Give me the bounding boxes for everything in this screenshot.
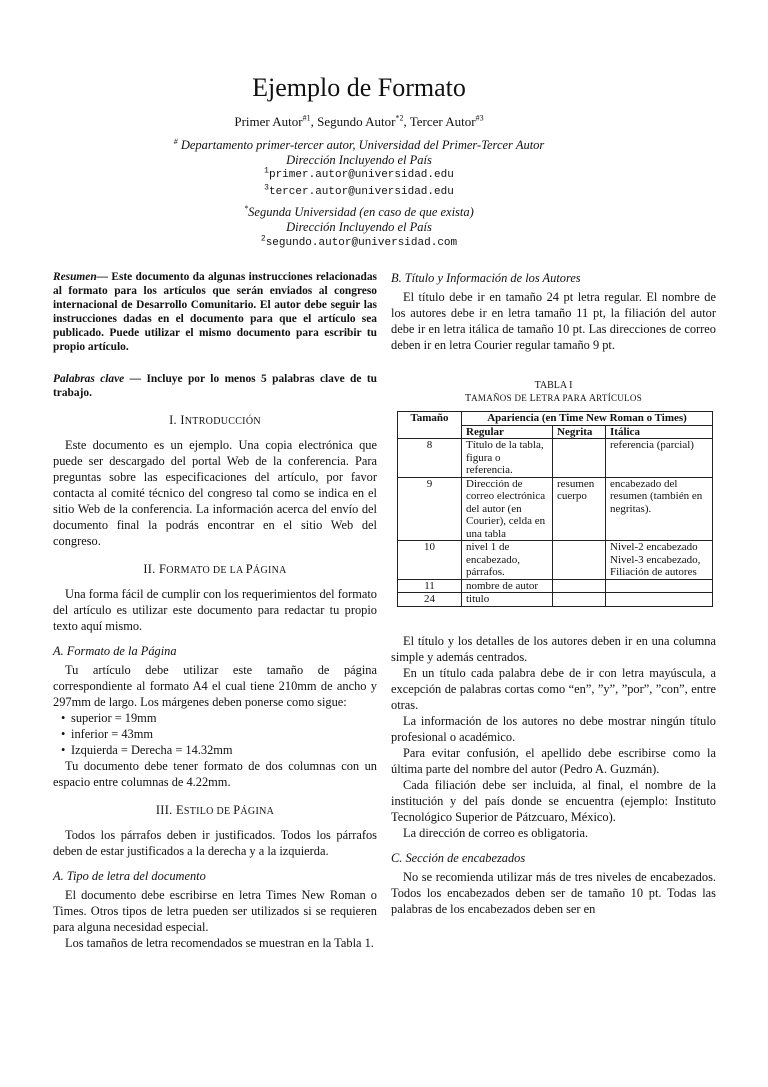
caption-part: RTÍCULOS xyxy=(596,393,643,403)
cell-regular: nivel 1 de encabezado, párrafos. xyxy=(462,541,553,580)
keywords xyxy=(53,372,377,400)
subsection-heading: A. Tipo de letra del documento xyxy=(53,869,206,883)
table-row xyxy=(398,439,713,478)
list-item: • inferior = 43mm xyxy=(71,726,377,742)
cell-regular: titulo xyxy=(462,593,553,607)
caption-part: ETRA PARA xyxy=(535,393,589,403)
keywords-text: — Incluye por lo menos 5 palabras clave de tu trabajo. xyxy=(53,373,377,399)
section-initial: E xyxy=(175,803,184,817)
affiliation-1-line-1 xyxy=(0,138,718,153)
email-1-sup: 1 xyxy=(264,166,269,176)
cell-regular: nombre de autor xyxy=(462,579,553,593)
email-2-sup: 2 xyxy=(260,234,266,244)
cell-italic xyxy=(606,579,713,593)
author-2: Segundo Autor xyxy=(317,114,396,129)
affiliation-2-sup: * xyxy=(244,203,249,213)
author-sep-1: , xyxy=(310,114,318,129)
email-2 xyxy=(0,236,718,251)
cell-size: 24 xyxy=(398,593,462,607)
subsection-heading: B. Título y Información de los Autores xyxy=(391,271,581,285)
affiliation-1-sup: # xyxy=(173,136,178,146)
paragraph: No se recomienda utilizar más de tres niveles de encabezados. Todos los encabezados deben ser de tamaño 10 pt. Todas las palabras de los encabezados deben ser en xyxy=(391,869,716,916)
section-number: III. xyxy=(155,803,176,817)
header-bold: Negrita xyxy=(553,425,606,439)
table-row xyxy=(398,541,713,580)
paragraph: El documento debe escribirse en letra Times New Roman o Times. Otros tipos de letra pueden ser utilizados si se requieren para alguna necesidad especial. xyxy=(53,888,377,934)
margins-list xyxy=(53,710,377,758)
caption-part: AMAÑOS DE xyxy=(471,393,530,403)
cell-bold xyxy=(553,579,606,593)
affiliation-2-line-2: Dirección Incluyendo el País xyxy=(286,220,432,234)
cell-size: 10 xyxy=(398,541,462,580)
list-item: • Izquierda = Derecha = 14.32mm xyxy=(71,742,377,758)
header-size: Tamaño xyxy=(398,412,462,439)
paragraph: El título y los detalles de los autores deben ir en una columna simple y además centrados. xyxy=(391,633,716,664)
cell-size: 8 xyxy=(398,439,462,478)
affiliation-1-line-2: Dirección Incluyendo el País xyxy=(286,153,432,167)
section-number: I. xyxy=(169,413,181,427)
cell-italic: referencia (parcial) xyxy=(606,439,713,478)
section-initial: F xyxy=(158,562,167,576)
keywords-lead: Palabras clave xyxy=(53,373,125,385)
section-heading-introduccion xyxy=(53,412,377,430)
paragraph: El título debe ir en tamaño 24 pt letra regular. El nombre de los autores debe ir en letra tamaño 11 pt, la filiación del autor debe ir en letra itálica de tamaño 10 pt. Las direcciones de correo deben ir en letra Courier regular tamaño 9 pt. xyxy=(391,290,716,352)
email-1 xyxy=(0,168,718,183)
table-header-row xyxy=(398,412,713,426)
abstract-lead: Resumen— xyxy=(53,271,109,283)
cell-italic: Nivel-2 encabezado Nivel-3 encabezado, Filiación de autores xyxy=(606,541,713,580)
cell-bold xyxy=(553,593,606,607)
email-1-text: primer.autor@universidad.edu xyxy=(268,169,454,181)
section-heading-estilo xyxy=(53,802,377,820)
author-1-sup: #1 xyxy=(302,113,311,123)
author-3: Tercer Autor xyxy=(409,114,476,129)
affiliation-1-text: Departamento primer-tercer autor, Universidad del Primer-Tercer Autor xyxy=(180,138,545,152)
section-rest: STILO DE xyxy=(183,806,234,817)
paragraph: Todos los párrafos deben ir justificados. Todos los párrafos deben de estar justificados a la derecha y a la izquierda. xyxy=(53,828,377,858)
cell-regular: Título de la tabla, figura o referencia. xyxy=(462,439,553,478)
section-initial-2: P xyxy=(233,803,241,817)
paragraph: La información de los autores no debe mostrar ningún título profesional o académico. xyxy=(391,713,716,744)
paragraph: La dirección de correo es obligatoria. xyxy=(403,825,589,840)
affiliation-2-text: Segunda Universidad (en caso de que exista) xyxy=(248,205,474,219)
cell-size: 9 xyxy=(398,477,462,541)
cell-regular: Dirección de correo electrónica del autor (en Courier), celda en una tabla xyxy=(462,477,553,541)
font-size-table xyxy=(397,411,713,607)
table-title xyxy=(391,392,716,405)
cell-bold xyxy=(553,541,606,580)
paragraph: Los tamaños de letra recomendados se muestran en la Tabla 1. xyxy=(65,936,374,950)
header-regular: Regular xyxy=(462,425,553,439)
cell-size: 11 xyxy=(398,579,462,593)
paragraph: Tu documento debe tener formato de dos columnas con un espacio entre columnas de 4.22mm. xyxy=(53,759,377,789)
list-item: • superior = 19mm xyxy=(71,710,377,726)
email-3 xyxy=(0,185,718,200)
affiliation-2-line-1 xyxy=(0,205,718,220)
author-3-sup: #3 xyxy=(475,113,484,123)
paragraph: Una forma fácil de cumplir con los requerimientos del formato del artículo es utilizar este documento para redactar tu propio texto aquí mismo. xyxy=(53,587,377,633)
table-row xyxy=(398,579,713,593)
author-1: Primer Autor xyxy=(234,114,303,129)
cell-italic xyxy=(606,593,713,607)
cell-bold xyxy=(553,439,606,478)
section-rest-2: ÁGINA xyxy=(252,565,287,576)
section-initial: I xyxy=(180,413,185,427)
caption-part: L xyxy=(529,393,536,404)
subsection-heading: A. Formato de la Página xyxy=(53,644,177,658)
caption-part: A xyxy=(588,393,597,404)
abstract-text: Este documento da algunas instrucciones relacionadas al formato para los artículos que serán enviados al congreso internacional de Desarrollo Comunitario. El autor debe seguir las instrucciones dadas en el documento para que el artículo sea publicado. Puede utilizar el mismo documento para escribir tu propio artículo. xyxy=(53,271,377,353)
section-rest-2: ÁGINA xyxy=(240,806,275,817)
abstract xyxy=(53,270,377,354)
author-2-sup: *2 xyxy=(395,113,404,123)
section-initial-2: P xyxy=(245,562,253,576)
section-number: II. xyxy=(143,562,159,576)
table-label: TABLA I xyxy=(534,380,573,391)
table-row xyxy=(398,477,713,541)
section-rest: ORMATO DE LA xyxy=(166,565,246,576)
cell-bold: resumen cuerpo xyxy=(553,477,606,541)
author-line xyxy=(0,114,718,130)
author-sep-2: , xyxy=(403,114,410,129)
cell-italic: encabezado del resumen (también en negritas). xyxy=(606,477,713,541)
email-3-sup: 3 xyxy=(264,183,269,193)
paragraph: Tu artículo debe utilizar este tamaño de página correspondiente al formato A4 el cual tiene 210mm de ancho y 297mm de largo. Los márgenes deben ponerse como sigue: xyxy=(53,663,377,709)
paragraph: Este documento es un ejemplo. Una copia electrónica que puede ser descargado del portal Web de la conferencia. Para preguntas sobre las especificaciones del artículo, por favor contacta al comité técnico del congreso tal como se indica en el sitio Web de la conferencia. La información acerca del envío del documento final la podrás encontrar en el sitio Web del congreso. xyxy=(53,438,377,548)
section-heading-formato xyxy=(53,561,377,579)
paper-title: Ejemplo de Formato xyxy=(252,73,466,102)
email-2-text: segundo.autor@universidad.com xyxy=(265,237,458,249)
header-appearance: Apariencia (en Time New Roman o Times) xyxy=(462,412,713,426)
section-rest: NTRODUCCIÓN xyxy=(184,416,261,427)
email-3-text: tercer.autor@universidad.edu xyxy=(268,186,454,198)
paragraph: En un título cada palabra debe de ir con letra mayúscula, a excepción de palabras cortas como “en”, ”y”, ”por”, ”con”, entre otras. xyxy=(391,665,716,712)
table-caption xyxy=(391,380,716,405)
right-column xyxy=(391,270,716,917)
paragraph: Cada filiación debe ser incluida, al final, el nombre de la institución y del país donde se encuentra (ejemplo: Instituto Tecnológico Superior de Pátzcuaro, México). xyxy=(391,777,716,824)
header-italic: Itálica xyxy=(606,425,713,439)
paragraph: Para evitar confusión, el apellido debe escribirse como la última parte del nombre del autor (Pedro A. Guzmán). xyxy=(391,745,716,776)
table-row xyxy=(398,593,713,607)
subsection-heading: C. Sección de encabezados xyxy=(391,850,526,865)
left-column xyxy=(53,270,377,951)
caption-part: T xyxy=(464,393,472,404)
